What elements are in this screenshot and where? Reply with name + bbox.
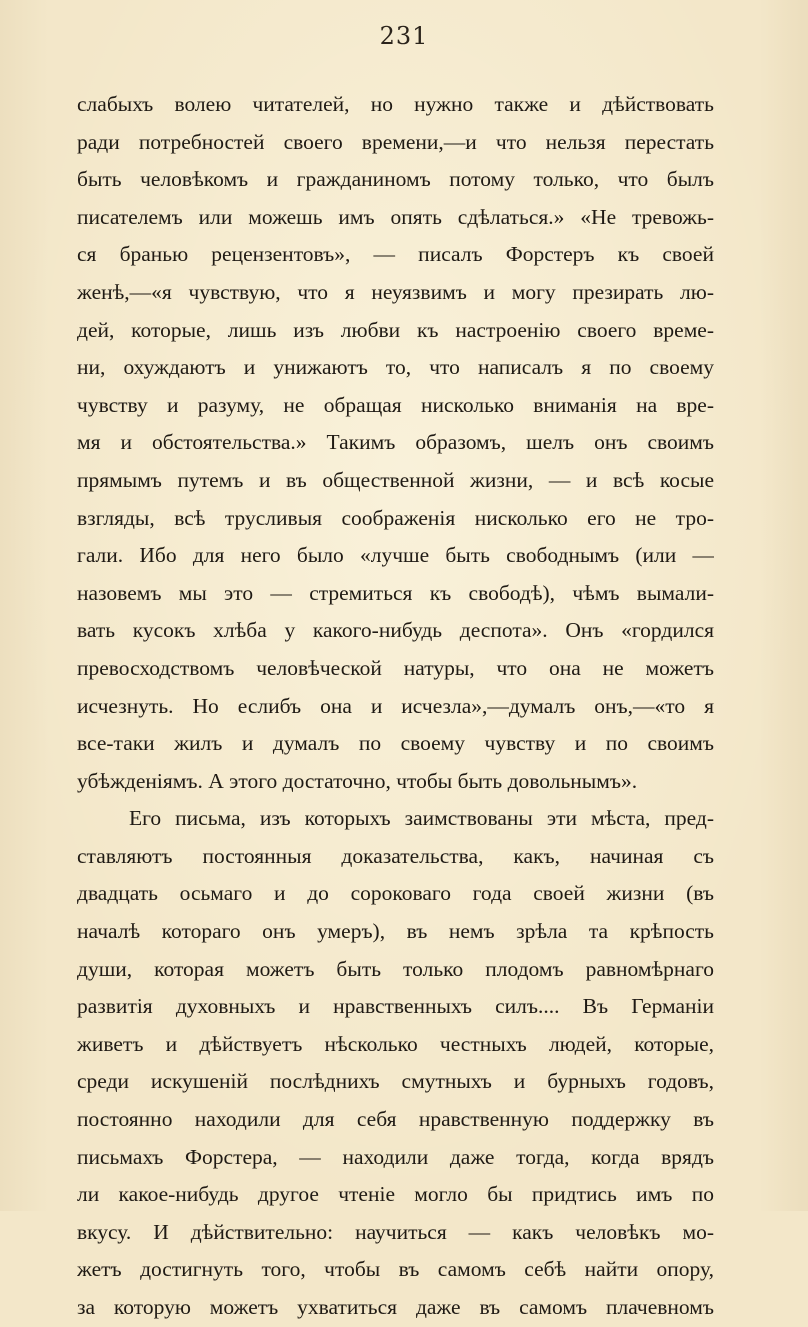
text-line: Его письма, изъ которыхъ заимствованы эти мѣста, пред- bbox=[129, 806, 714, 831]
text-line: убѣжденіямъ. А этого достаточно, чтобы быть довольнымъ». bbox=[77, 768, 638, 793]
text-line: все-таки жилъ и думалъ по своему чувству и по своимъ bbox=[77, 731, 714, 756]
text-line: вкусу. И дѣйствительно: научиться — какъ человѣкъ мо- bbox=[77, 1219, 714, 1244]
page-number: 231 bbox=[379, 22, 429, 50]
text-line: ставляютъ постоянныя доказательства, какъ, начиная съ bbox=[77, 843, 714, 868]
text-line: живетъ и дѣйствуетъ нѣсколько честныхъ людей, которые, bbox=[77, 1031, 714, 1056]
text-line: превосходствомъ человѣческой натуры, что она не можетъ bbox=[77, 655, 714, 680]
text-line: дей, которые, лишь изъ любви къ настроенію своего време- bbox=[77, 317, 714, 342]
text-line: души, которая можетъ быть только плодомъ равномѣрнаго bbox=[77, 956, 714, 981]
text-line: женѣ,—«я чувствую, что я неуязвимъ и могу презирать лю- bbox=[77, 279, 714, 304]
text-line: началѣ котораго онъ умеръ), въ немъ зрѣла та крѣпость bbox=[77, 919, 714, 944]
text-line: ни, охуждаютъ и унижаютъ то, что написалъ я по своему bbox=[77, 355, 714, 380]
text-line: гали. Ибо для него было «лучше быть свободнымъ (или — bbox=[77, 543, 714, 568]
text-line: взгляды, всѣ трусливыя соображенія нисколько его не тро- bbox=[77, 505, 714, 530]
text-line: развитія духовныхъ и нравственныхъ силъ.... Въ Германіи bbox=[77, 994, 714, 1019]
text-line: быть человѣкомъ и гражданиномъ потому только, что былъ bbox=[77, 167, 714, 192]
text-line: ли какое-нибудь другое чтеніе могло бы придтись имъ по bbox=[77, 1182, 714, 1207]
text-line: письмахъ Форстера, — находили даже тогда, когда врядъ bbox=[77, 1144, 714, 1169]
text-line: слабыхъ волею читателей, но нужно также и дѣйствовать bbox=[77, 92, 714, 116]
paragraph bbox=[77, 86, 714, 800]
text-line: вать кусокъ хлѣба у какого-нибудь деспота». Онъ «гордился bbox=[77, 618, 714, 643]
text-line: ся бранью рецензентовъ», — писалъ Форстеръ къ своей bbox=[77, 242, 714, 267]
text-line: писателемъ или можешь имъ опять сдѣлаться.» «Не тревожь- bbox=[77, 204, 714, 229]
text-line: за которую можетъ ухватиться даже въ самомъ плачевномъ bbox=[77, 1295, 714, 1319]
text-line: назовемъ мы это — стремиться къ свободѣ), чѣмъ вымали- bbox=[77, 580, 714, 605]
text-line: ради потребностей своего времени,—и что нельзя перестать bbox=[77, 129, 714, 154]
text-line: среди искушеній послѣднихъ смутныхъ и бурныхъ годовъ, bbox=[77, 1069, 714, 1094]
text-line: жетъ достигнуть того, чтобы въ самомъ себѣ найти опору, bbox=[77, 1257, 714, 1282]
text-line: постоянно находили для себя нравственную поддержку въ bbox=[77, 1107, 714, 1132]
body-text bbox=[77, 86, 714, 1327]
text-line: двадцать осьмаго и до сороковаго года своей жизни (въ bbox=[77, 881, 714, 906]
text-line: мя и обстоятельства.» Такимъ образомъ, шелъ онъ своимъ bbox=[77, 430, 714, 455]
paragraph bbox=[77, 800, 714, 1326]
text-line: прямымъ путемъ и въ общественной жизни, — и всѣ косые bbox=[77, 467, 714, 492]
text-line: исчезнуть. Но еслибъ она и исчезла»,—думалъ онъ,—«то я bbox=[77, 693, 714, 718]
text-line: чувству и разуму, не обращая нисколько вниманія на вре- bbox=[77, 392, 714, 417]
